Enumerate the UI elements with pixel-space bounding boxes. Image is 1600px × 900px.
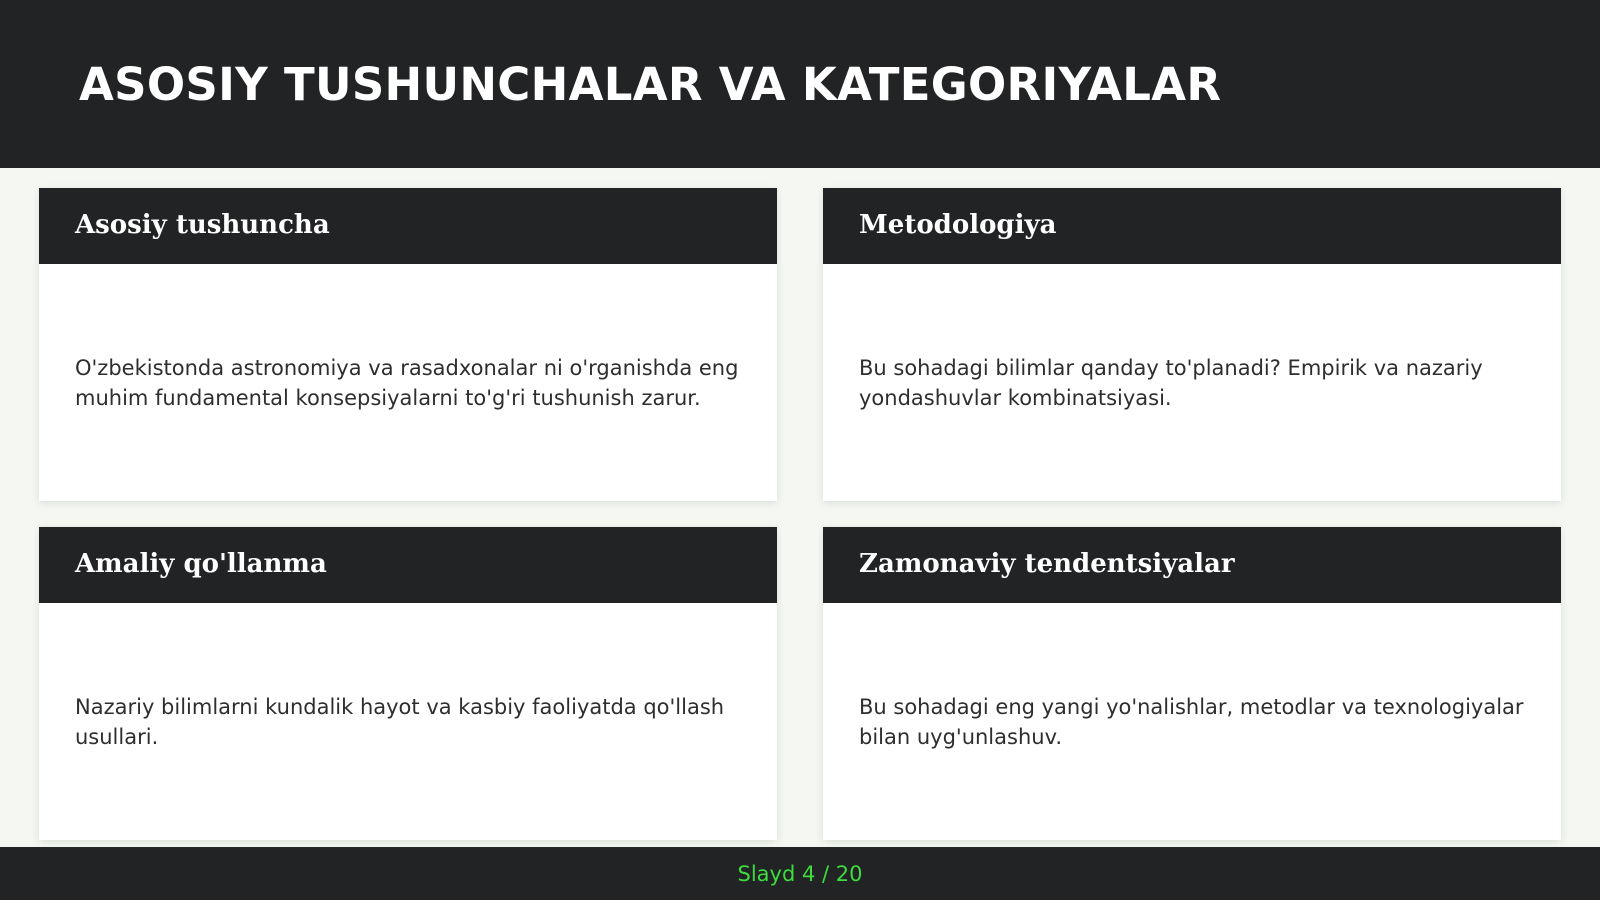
card-metodologiya <box>823 188 1561 501</box>
card-text: O'zbekistonda astronomiya va rasadxonalar ni o'rganishda eng muhim fundamental konsepsiyalarni to'g'ri tushunish zarur. <box>75 355 739 410</box>
card-body <box>39 264 777 501</box>
slide-header <box>0 0 1600 168</box>
card-body <box>823 264 1561 501</box>
card-header <box>823 188 1561 264</box>
card-title: Amaliy qo'llanma <box>75 549 327 579</box>
card-body <box>823 603 1561 840</box>
slide-title: ASOSIY TUSHUNCHALAR VA KATEGORIYALAR <box>79 58 1222 111</box>
card-zamonaviy-tendentsiyalar <box>823 527 1561 840</box>
card-header <box>39 188 777 264</box>
card-header <box>39 527 777 603</box>
card-title: Zamonaviy tendentsiyalar <box>859 549 1235 579</box>
slide-footer <box>0 847 1600 900</box>
card-body <box>39 603 777 840</box>
card-amaliy-qollanma <box>39 527 777 840</box>
card-text: Bu sohadagi bilimlar qanday to'planadi? Empirik va nazariy yondashuvlar kombinatsiyasi. <box>859 355 1483 410</box>
card-title: Asosiy tushuncha <box>75 210 330 240</box>
slide-number: Slayd 4 / 20 <box>737 861 863 886</box>
card-asosiy-tushuncha <box>39 188 777 501</box>
card-text: Nazariy bilimlarni kundalik hayot va kasbiy faoliyatda qo'llash usullari. <box>75 694 725 749</box>
card-header <box>823 527 1561 603</box>
card-title: Metodologiya <box>859 210 1057 240</box>
card-text: Bu sohadagi eng yangi yo'nalishlar, metodlar va texnologiyalar bilan uyg'unlashuv. <box>859 694 1524 749</box>
